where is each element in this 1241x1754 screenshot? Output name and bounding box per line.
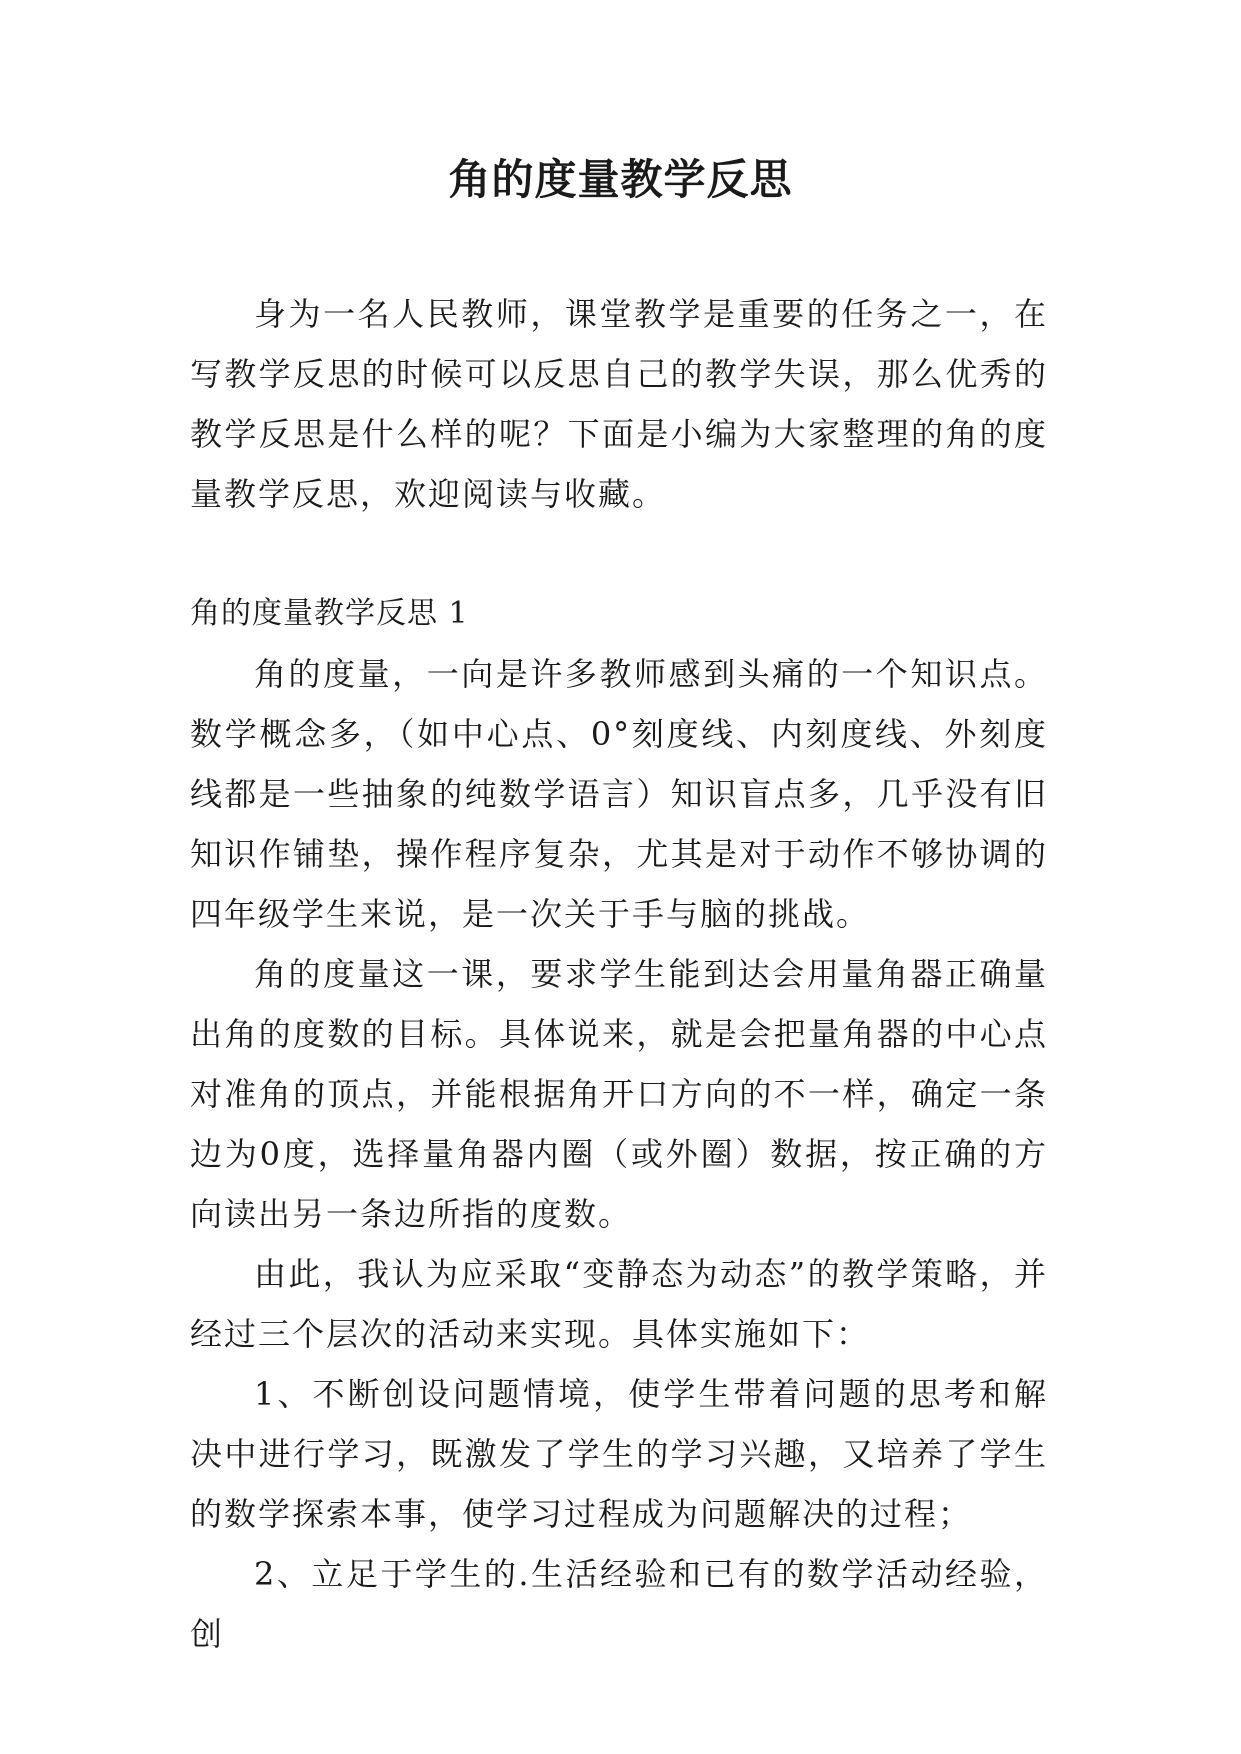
body-paragraph: 2、立足于学生的.生活经验和已有的数学活动经验，创 [190,1555,1048,1653]
body-paragraph: 1、不断创设问题情境，使学生带着问题的思考和解决中进行学习，既激发了学生的学习兴趣，又培养了学生的数学探索本事，使学习过程成为问题解决的过程； [190,1375,1048,1533]
body-paragraph: 由此，我认为应采取“变静态为动态”的教学策略，并经过三个层次的活动来实现。具体实施如下： [190,1255,1048,1353]
body-paragraph: 角的度量这一课，要求学生能到达会用量角器正确量出角的度数的目标。具体说来，就是会把量角器的中心点对准角的顶点，并能根据角开口方向的不一样，确定一条边为0度，选择量角器内圈（或外圈）数据，按正确的方向读出另一条边所指的度数。 [190,955,1048,1233]
body-paragraph: 角的度量，一向是许多教师感到头痛的一个知识点。数学概念多，（如中心点、0°刻度线、内刻度线、外刻度线都是一些抽象的纯数学语言）知识盲点多，几乎没有旧知识作铺垫，操作程序复杂，尤其是对于动作不够协调的四年级学生来说，是一次关于手与脑的挑战。 [190,655,1048,933]
document-title: 角的度量教学反思 [448,155,793,204]
document-body [190,284,1048,1664]
section-spacer [190,524,1048,584]
intro-paragraph: 身为一名人民教师，课堂教学是重要的任务之一，在写教学反思的时候可以反思自己的教学失误，那么优秀的教学反思是什么样的呢？下面是小编为大家整理的角的度量教学反思，欢迎阅读与收藏。 [190,295,1048,513]
section-heading: 角的度量教学反思 1 [190,596,469,631]
